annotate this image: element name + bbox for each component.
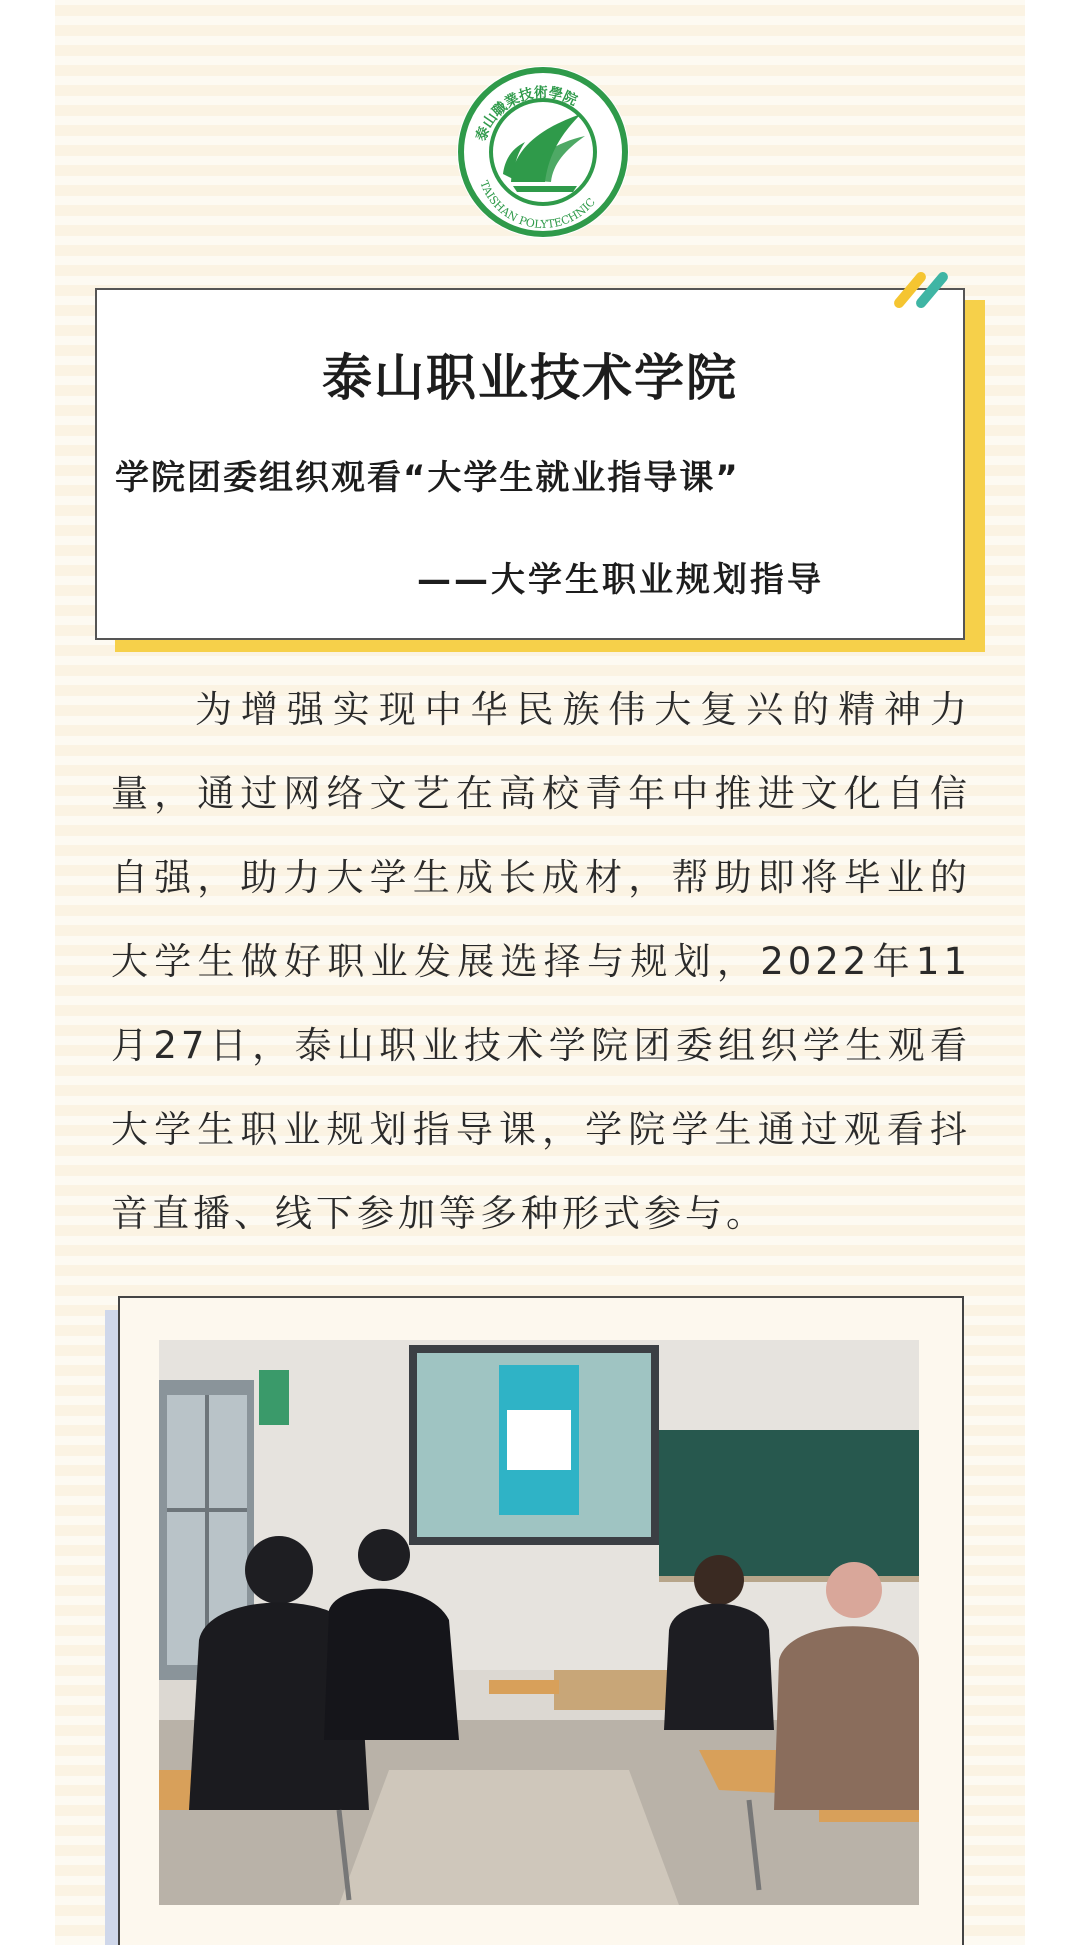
school-logo	[453, 62, 633, 242]
page-title: 泰山职业技术学院	[322, 349, 738, 407]
classroom-photo	[159, 1340, 919, 1905]
logo-bottom-text: TAISHAN POLYTECHNIC	[477, 178, 598, 232]
page-subtitle-2: ——大学生职业规划指导	[417, 560, 824, 600]
article-page	[55, 0, 1025, 1945]
page-subtitle: 学院团委组织观看“大学生就业指导课”	[115, 458, 740, 498]
title-box	[95, 288, 965, 640]
article-paragraph: 为增强实现中华民族伟大复兴的精神力量，通过网络文艺在高校青年中推进文化自信自强，助力大学生成长成材，帮助即将毕业的大学生做好职业发展选择与规划，2022年11月27日，泰山职业技术学院团委组织学生观看大学生职业规划指导课，学院学生通过观看抖音直播、线下参加等多种形式参与。	[111, 688, 971, 1235]
logo-top-text: 泰山職業技術學院	[473, 84, 580, 144]
photo-decor-bar	[105, 1310, 119, 1945]
